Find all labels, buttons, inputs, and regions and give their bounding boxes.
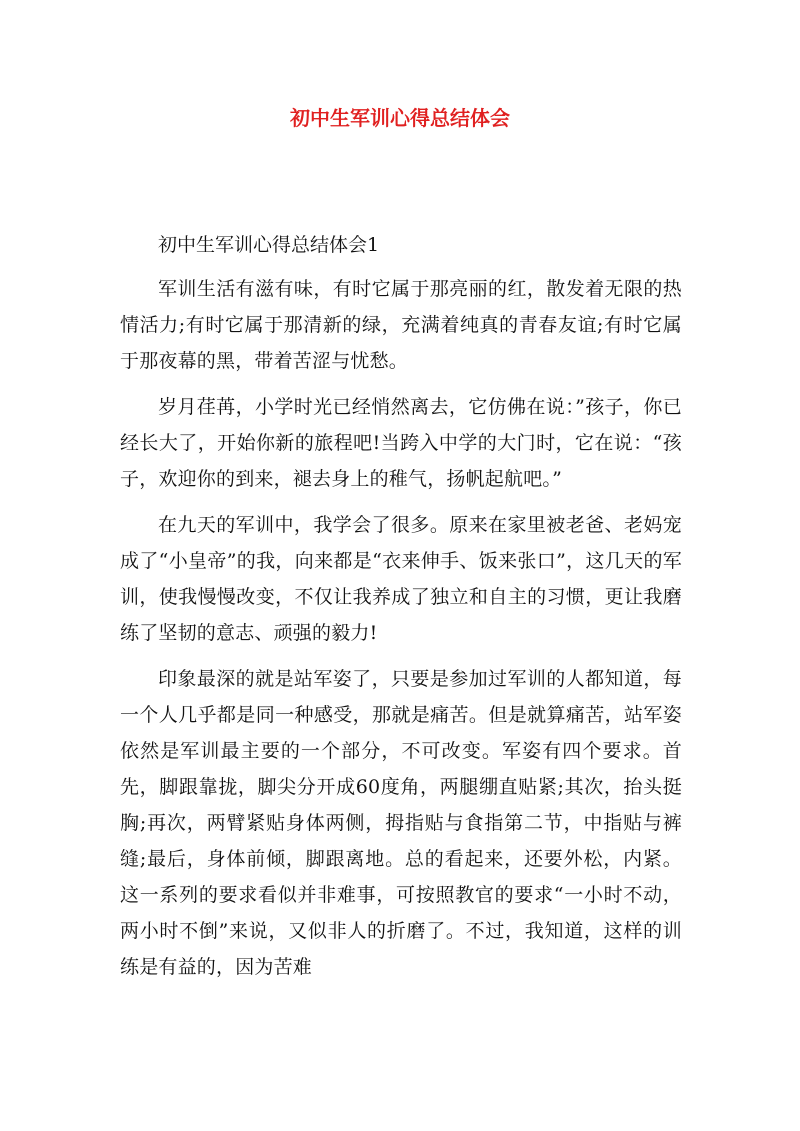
document-title: 初中生军训心得总结体会 bbox=[290, 106, 510, 130]
paragraph-3: 在九天的军训中，我学会了很多。原来在家里被老爸、老妈宠成了“小皇帝”的我，向来都是“衣来伸手、饭来张口”，这几天的军训，使我慢慢改变，不仅让我养成了独立和自主的习惯，更让我磨练了坚韧的意志、顽强的毅力! bbox=[120, 514, 682, 644]
paragraph-4: 印象最深的就是站军姿了，只要是参加过军训的人都知道，每一个人几乎都是同一种感受，那就是痛苦。但是就算痛苦，站军姿依然是军训最主要的一个部分，不可改变。军姿有四个要求。首先，脚跟靠拢，脚尖分开成60度角，两腿绷直贴紧;其次，抬头挺胸;再次，两臂紧贴身体两侧，拇指贴与食指第二节，中指贴与裤缝;最后，身体前倾，脚跟离地。总的看起来，还要外松，内紧。这一系列的要求看似并非难事，可按照教官的要求“一小时不动，两小时不倒”来说，又似非人的折磨了。不过，我知道，这样的训练是有益的，因为苦难 bbox=[120, 668, 682, 978]
document-body bbox=[120, 229, 682, 995]
paragraph-2: 岁月荏苒，小学时光已经悄然离去，它仿佛在说：”孩子，你已经长大了，开始你新的旅程吧!当跨入中学的大门时，它在说：“孩子，欢迎你的到来，褪去身上的稚气，扬帆起航吧。” bbox=[120, 396, 682, 490]
paragraph-1: 军训生活有滋有味，有时它属于那亮丽的红，散发着无限的热情活力;有时它属于那清新的绿，充满着纯真的青春友谊;有时它属于那夜幕的黑，带着苦涩与忧愁。 bbox=[120, 278, 682, 372]
section-heading: 初中生军训心得总结体会1 bbox=[158, 234, 380, 256]
